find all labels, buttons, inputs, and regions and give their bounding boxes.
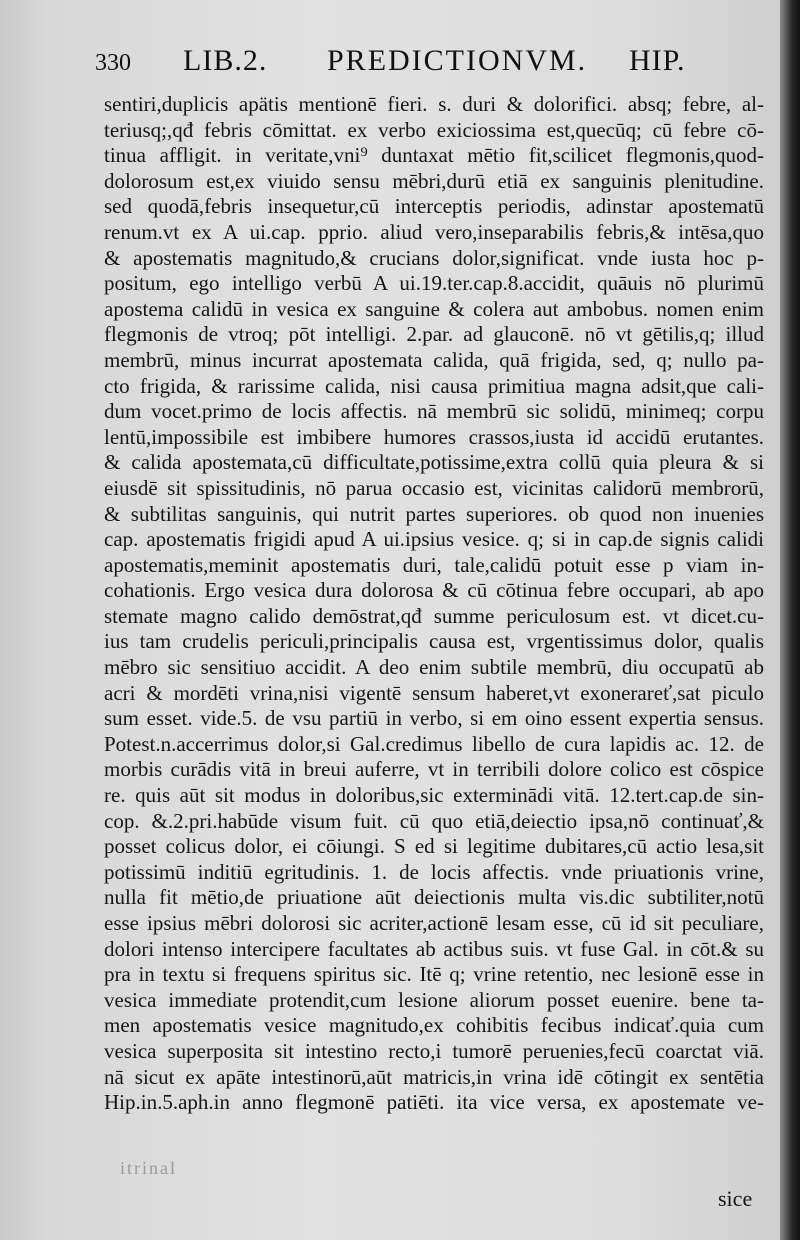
text-line: pra in textu si frequens spiritus sic. Itē q; vrine retentio, nec lesionē esse in	[104, 962, 764, 987]
text-line: renum.vt ex A ui.cap. pprio. aliud vero,inseparabilis febris,& intēsa,quo	[104, 219, 764, 244]
text-line: Potest.n.accerrimus dolor,si Gal.credimus libello de cura lapidis ac. 12. de	[104, 731, 764, 756]
text-line: stemate magno calido demōstrat,qđ summe periculosum est. vt dicet.cu-	[104, 603, 764, 628]
text-line: vesica superposita sit intestino recto,i tumorē peruenies,fecū coarctat viā.	[104, 1038, 764, 1063]
book-spine-shadow	[780, 0, 800, 1240]
text-line: potissimū inditiū egritudinis. 1. de locis affectis. vnde priuationis vrine,	[104, 859, 764, 884]
text-line: sum esset. vide.5. de vsu partiū in verbo, si em oino essent expertia sensus.	[104, 706, 764, 731]
text-line: cap. apostematis frigidi apud A ui.ipsius vesice. q; si in cap.de signis calidi	[104, 527, 764, 552]
text-line: flegmonis de vtroq; pōt intelligi. 2.par. ad glauconē. nō vt gētilis,q; illud	[104, 322, 764, 347]
text-line: tinua affligit. in veritate,vni⁹ duntaxat mētio fit,scilicet flegmonis,quod-	[104, 143, 764, 168]
text-line: eiusdē sit spissitudinis, nō parua occasio est, vicinitas calidorū membrorū,	[104, 475, 764, 500]
text-line: dolori intenso intercipere facultates ab actibus suis. vt fuse Gal. in cōt.& su	[104, 936, 764, 961]
page-header	[95, 42, 695, 82]
text-line: mēbro sic sensitiuo accidit. A deo enim subtile membrū, diu occupatū ab	[104, 655, 764, 680]
text-line: Hip.in.5.aph.in anno flegmonē patiēti. ita vice versa, ex apostemate ve-	[104, 1090, 764, 1115]
text-line: apostema calidū in vesica ex sanguine & colera aut ambobus. nomen enim	[104, 296, 764, 321]
text-line: cto frigida, & rarissime calida, nisi causa primitiua magna adsit,que cali-	[104, 373, 764, 398]
text-line: morbis curādis vitā in breui auferre, vt in terribili dolore colico est cōspice	[104, 757, 764, 782]
text-line: membrū, minus incurrat apostemata calida, quā frigida, sed, q; nullo pa-	[104, 347, 764, 372]
book-label: LIB.2.	[183, 44, 268, 77]
catchword: sice	[718, 1186, 753, 1211]
text-line: apostematis,meminit apostematis duri, tale,calidū potuit esse p viam in-	[104, 552, 764, 577]
text-line: sentiri,duplicis apätis mentionē fieri. s. duri & dolorifici. absq; febre, al-	[104, 92, 764, 116]
text-line: nulla fit mētio,de priuatione aūt deiectionis multa vis.dic subtiliter,notū	[104, 885, 764, 910]
section-label: HIP.	[629, 44, 686, 77]
text-line: positum, ego intelligo verbū A ui.19.ter.cap.8.accidit, quāuis nō plurimū	[104, 271, 764, 296]
bleed-through-text: itrinal	[120, 1158, 177, 1178]
text-line: acri & mordēti vrina,nisi vigentē sensum haberet,vt exonerareť,sat piculo	[104, 680, 764, 705]
text-line: men apostematis vesice magnitudo,ex cohibitis fecibus indicať.quia cum	[104, 1013, 764, 1038]
text-line: cohationis. Ergo vesica dura dolorosa & cū cōtinua febre occupari, ab apo	[104, 578, 764, 603]
text-line: & calida apostemata,cū difficultate,potissime,extra collū quia pleura & si	[104, 450, 764, 475]
text-line: & subtilitas sanguinis, qui nutrit partes superiores. ob quod non inuenies	[104, 501, 764, 526]
text-line: esse ipsius mēbri dolorosi sic acriter,actionē lesam esse, cū id sit peculiare,	[104, 911, 764, 935]
running-title: PREDICTIONVM.	[327, 44, 588, 77]
text-line: dolorosum est,ex viuido sensu mēbri,durū etiā ex sanguinis plenitudine.	[104, 168, 764, 193]
text-line: vesica immediate protendit,cum lesione aliorum posset euenire. bene ta-	[104, 987, 764, 1012]
text-line: posset colicus dolor, ei cōiungi. S ed si legitime dubitares,cū actio lesa,sit	[104, 834, 764, 859]
text-line: re. quis aūt sit modus in doloribus,sic exterminādi vitā. 12.tert.cap.de sin-	[104, 783, 764, 808]
text-line: lentū,impossibile est imbibere humores crassos,iusta id accidū erutantes.	[104, 424, 764, 449]
text-line: & apostematis magnitudo,& crucians dolor,significat. vnde iusta hoc p-	[104, 245, 764, 270]
body-text	[104, 92, 764, 1116]
text-line: ius tam crudelis periculi,principalis causa est, vrgentissimus dolor, qualis	[104, 629, 764, 654]
page-number: 330	[95, 50, 131, 76]
text-line: nā sicut ex apāte intestinorū,aūt matricis,in vrina idē cōtingit ex sentētia	[104, 1064, 764, 1089]
text-line: dum vocet.primo de locis affectis. nā membrū sic solidū, minimeq; corpu	[104, 399, 764, 424]
text-line: teriusq;,qđ febris cōmittat. ex verbo exiciossima est,quecūq; cū febre cō-	[104, 117, 764, 142]
text-line: sed quodā,febris insequetur,cū interceptis periodis, adinstar apostematū	[104, 194, 764, 219]
text-line: cop. &.2.pri.habūde visum fuit. cū quo etiā,deiectio ipsa,nō continuať,&	[104, 808, 764, 833]
